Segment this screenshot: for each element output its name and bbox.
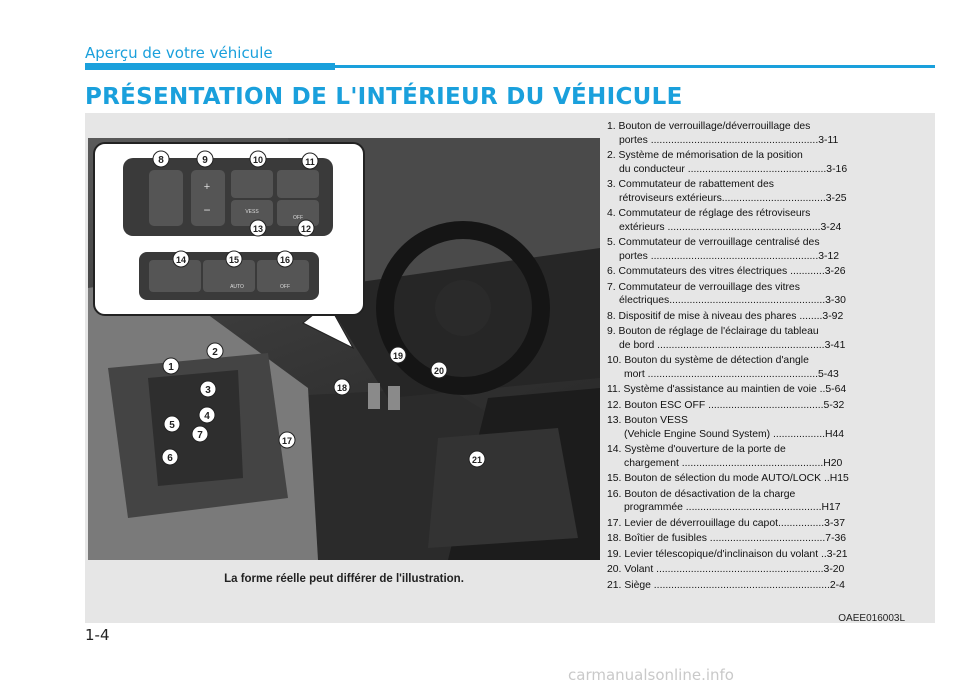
legend-item <box>607 472 857 486</box>
legend-item-title: 13. Bouton VESS <box>607 415 688 426</box>
legend-item-title: 8. Dispositif de mise à niveau des phares ........3-92 <box>607 310 844 322</box>
legend-item-title: 5. Commutateur de verrouillage centralisé des <box>607 237 820 248</box>
legend-item-title: 17. Levier de déverrouillage du capot................3-37 <box>607 517 845 529</box>
svg-text:9: 9 <box>202 155 208 166</box>
auto-label: AUTO <box>230 284 244 290</box>
svg-text:20: 20 <box>433 366 445 376</box>
header-rule <box>85 65 935 68</box>
legend-item-title: 15. Bouton de sélection du mode AUTO/LOCK ..H15 <box>607 473 849 484</box>
callout-16 <box>277 251 293 267</box>
legend-item-page: chargement .................................................H20 <box>624 457 843 469</box>
callout-4 <box>199 407 215 423</box>
legend-item-page: portes ..........................................................3-11 <box>619 134 839 146</box>
callout-2 <box>207 343 223 359</box>
legend-item <box>607 178 857 205</box>
legend-list <box>607 120 857 594</box>
legend-item <box>607 310 857 324</box>
callout-10 <box>250 151 266 167</box>
legend-item-page: programmée ...............................................H17 <box>624 502 841 513</box>
callout-14 <box>173 251 189 267</box>
svg-text:6: 6 <box>167 453 173 464</box>
callout-6 <box>162 449 178 465</box>
svg-text:4: 4 <box>204 411 210 422</box>
watermark: carmanualsonline.info <box>568 666 734 684</box>
legend-item <box>607 354 857 381</box>
callout-18 <box>334 379 350 395</box>
legend-item <box>607 443 857 470</box>
esc-off-label: OFF <box>293 215 303 221</box>
legend-item-title: 2. Système de mémorisation de la position <box>607 150 803 161</box>
legend-item-title: 4. Commutateur de réglage des rétroviseurs <box>607 208 811 219</box>
legend-item <box>607 120 857 147</box>
svg-text:10: 10 <box>252 155 264 165</box>
legend-item <box>607 563 857 577</box>
legend-item-title: 9. Bouton de réglage de l'éclairage du tableau <box>607 326 819 337</box>
legend-item <box>607 236 857 263</box>
switch-inset <box>93 142 365 316</box>
legend-item-page: rétroviseurs extérieurs....................................3-25 <box>619 192 847 204</box>
legend-item <box>607 399 857 413</box>
legend-item-title: 12. Bouton ESC OFF ........................................5-32 <box>607 399 845 411</box>
svg-text:11: 11 <box>305 157 315 167</box>
legend-item-page: extérieurs .....................................................3-24 <box>619 221 842 233</box>
svg-text:15: 15 <box>228 255 240 265</box>
legend-item <box>607 548 857 562</box>
callout-13 <box>250 220 266 236</box>
legend-item-title: 16. Bouton de désactivation de la charge <box>607 488 796 500</box>
callout-21 <box>469 451 485 467</box>
legend-item <box>607 149 857 176</box>
svg-text:18: 18 <box>336 383 348 393</box>
svg-text:1: 1 <box>168 362 174 373</box>
svg-text:17: 17 <box>281 436 293 446</box>
legend-item-page: portes ..........................................................3-12 <box>619 250 839 262</box>
callout-3 <box>200 381 216 397</box>
svg-text:2: 2 <box>212 347 218 358</box>
plus-label: + <box>203 181 211 193</box>
legend-item <box>607 207 857 234</box>
callout-7 <box>192 426 208 442</box>
legend-item <box>607 517 857 531</box>
svg-text:16: 16 <box>279 255 291 265</box>
callout-20 <box>431 362 447 378</box>
off-label: OFF <box>280 284 290 290</box>
svg-text:13: 13 <box>252 224 264 234</box>
figure-caption: La forme réelle peut différer de l'illustration. <box>224 573 464 585</box>
callout-12 <box>298 220 314 236</box>
figure-code: OAEE016003L <box>838 613 905 624</box>
legend-item-title: 6. Commutateurs des vitres électriques ............3-26 <box>607 266 846 277</box>
legend-item-title: 14. Système d'ouverture de la porte de <box>607 444 786 455</box>
svg-text:8: 8 <box>158 155 164 166</box>
callout-1 <box>163 358 179 374</box>
legend-item-title: 1. Bouton de verrouillage/déverrouillage des <box>607 121 811 132</box>
legend-item-page: du conducteur ................................................3-16 <box>619 163 848 175</box>
callout-19 <box>390 347 406 363</box>
legend-item-title: 19. Levier télescopique/d'inclinaison du volant ..3-21 <box>607 548 848 560</box>
legend-item-page: électriques......................................................3-30 <box>619 295 846 306</box>
legend-item-title: 20. Volant ..........................................................3-20 <box>607 564 845 575</box>
legend-item <box>607 532 857 546</box>
legend-item <box>607 265 857 279</box>
svg-text:5: 5 <box>169 420 175 431</box>
minus-label: − <box>203 203 211 217</box>
legend-item-title: 10. Bouton du système de détection d'angle <box>607 355 809 366</box>
svg-text:7: 7 <box>197 430 203 441</box>
callout-17 <box>279 432 295 448</box>
callout-15 <box>226 251 242 267</box>
page-number: 1-4 <box>85 626 110 644</box>
legend-item-title: 21. Siège .............................................................2-4 <box>607 579 845 591</box>
legend-item <box>607 414 857 441</box>
legend-item-title: 7. Commutateur de verrouillage des vitres <box>607 281 800 293</box>
legend-item-page: de bord ..........................................................3-41 <box>619 339 846 351</box>
legend-item <box>607 325 857 352</box>
legend-item-page: (Vehicle Engine Sound System) ..................H44 <box>624 428 845 440</box>
legend-item-title: 11. Système d'assistance au maintien de voie ..5-64 <box>607 384 847 395</box>
legend-item <box>607 281 857 308</box>
legend-item <box>607 383 857 397</box>
page-title: PRÉSENTATION DE L'INTÉRIEUR DU VÉHICULE <box>85 84 683 110</box>
legend-item-title: 3. Commutateur de rabattement des <box>607 179 774 190</box>
svg-text:14: 14 <box>175 255 187 265</box>
legend-item-title: 18. Boîtier de fusibles ........................................7-36 <box>607 533 847 544</box>
svg-text:3: 3 <box>205 385 211 396</box>
callout-8 <box>153 151 169 167</box>
legend-item <box>607 579 857 593</box>
svg-text:21: 21 <box>471 455 483 465</box>
section-label: Aperçu de votre véhicule <box>85 44 273 62</box>
callout-9 <box>197 151 213 167</box>
svg-text:12: 12 <box>300 224 312 234</box>
legend-item-page: mort ...........................................................5-43 <box>624 368 839 380</box>
legend-item <box>607 488 857 515</box>
svg-text:19: 19 <box>392 351 404 361</box>
vess-label: VESS <box>245 209 259 215</box>
callout-5 <box>164 416 180 432</box>
callout-11 <box>302 153 318 169</box>
